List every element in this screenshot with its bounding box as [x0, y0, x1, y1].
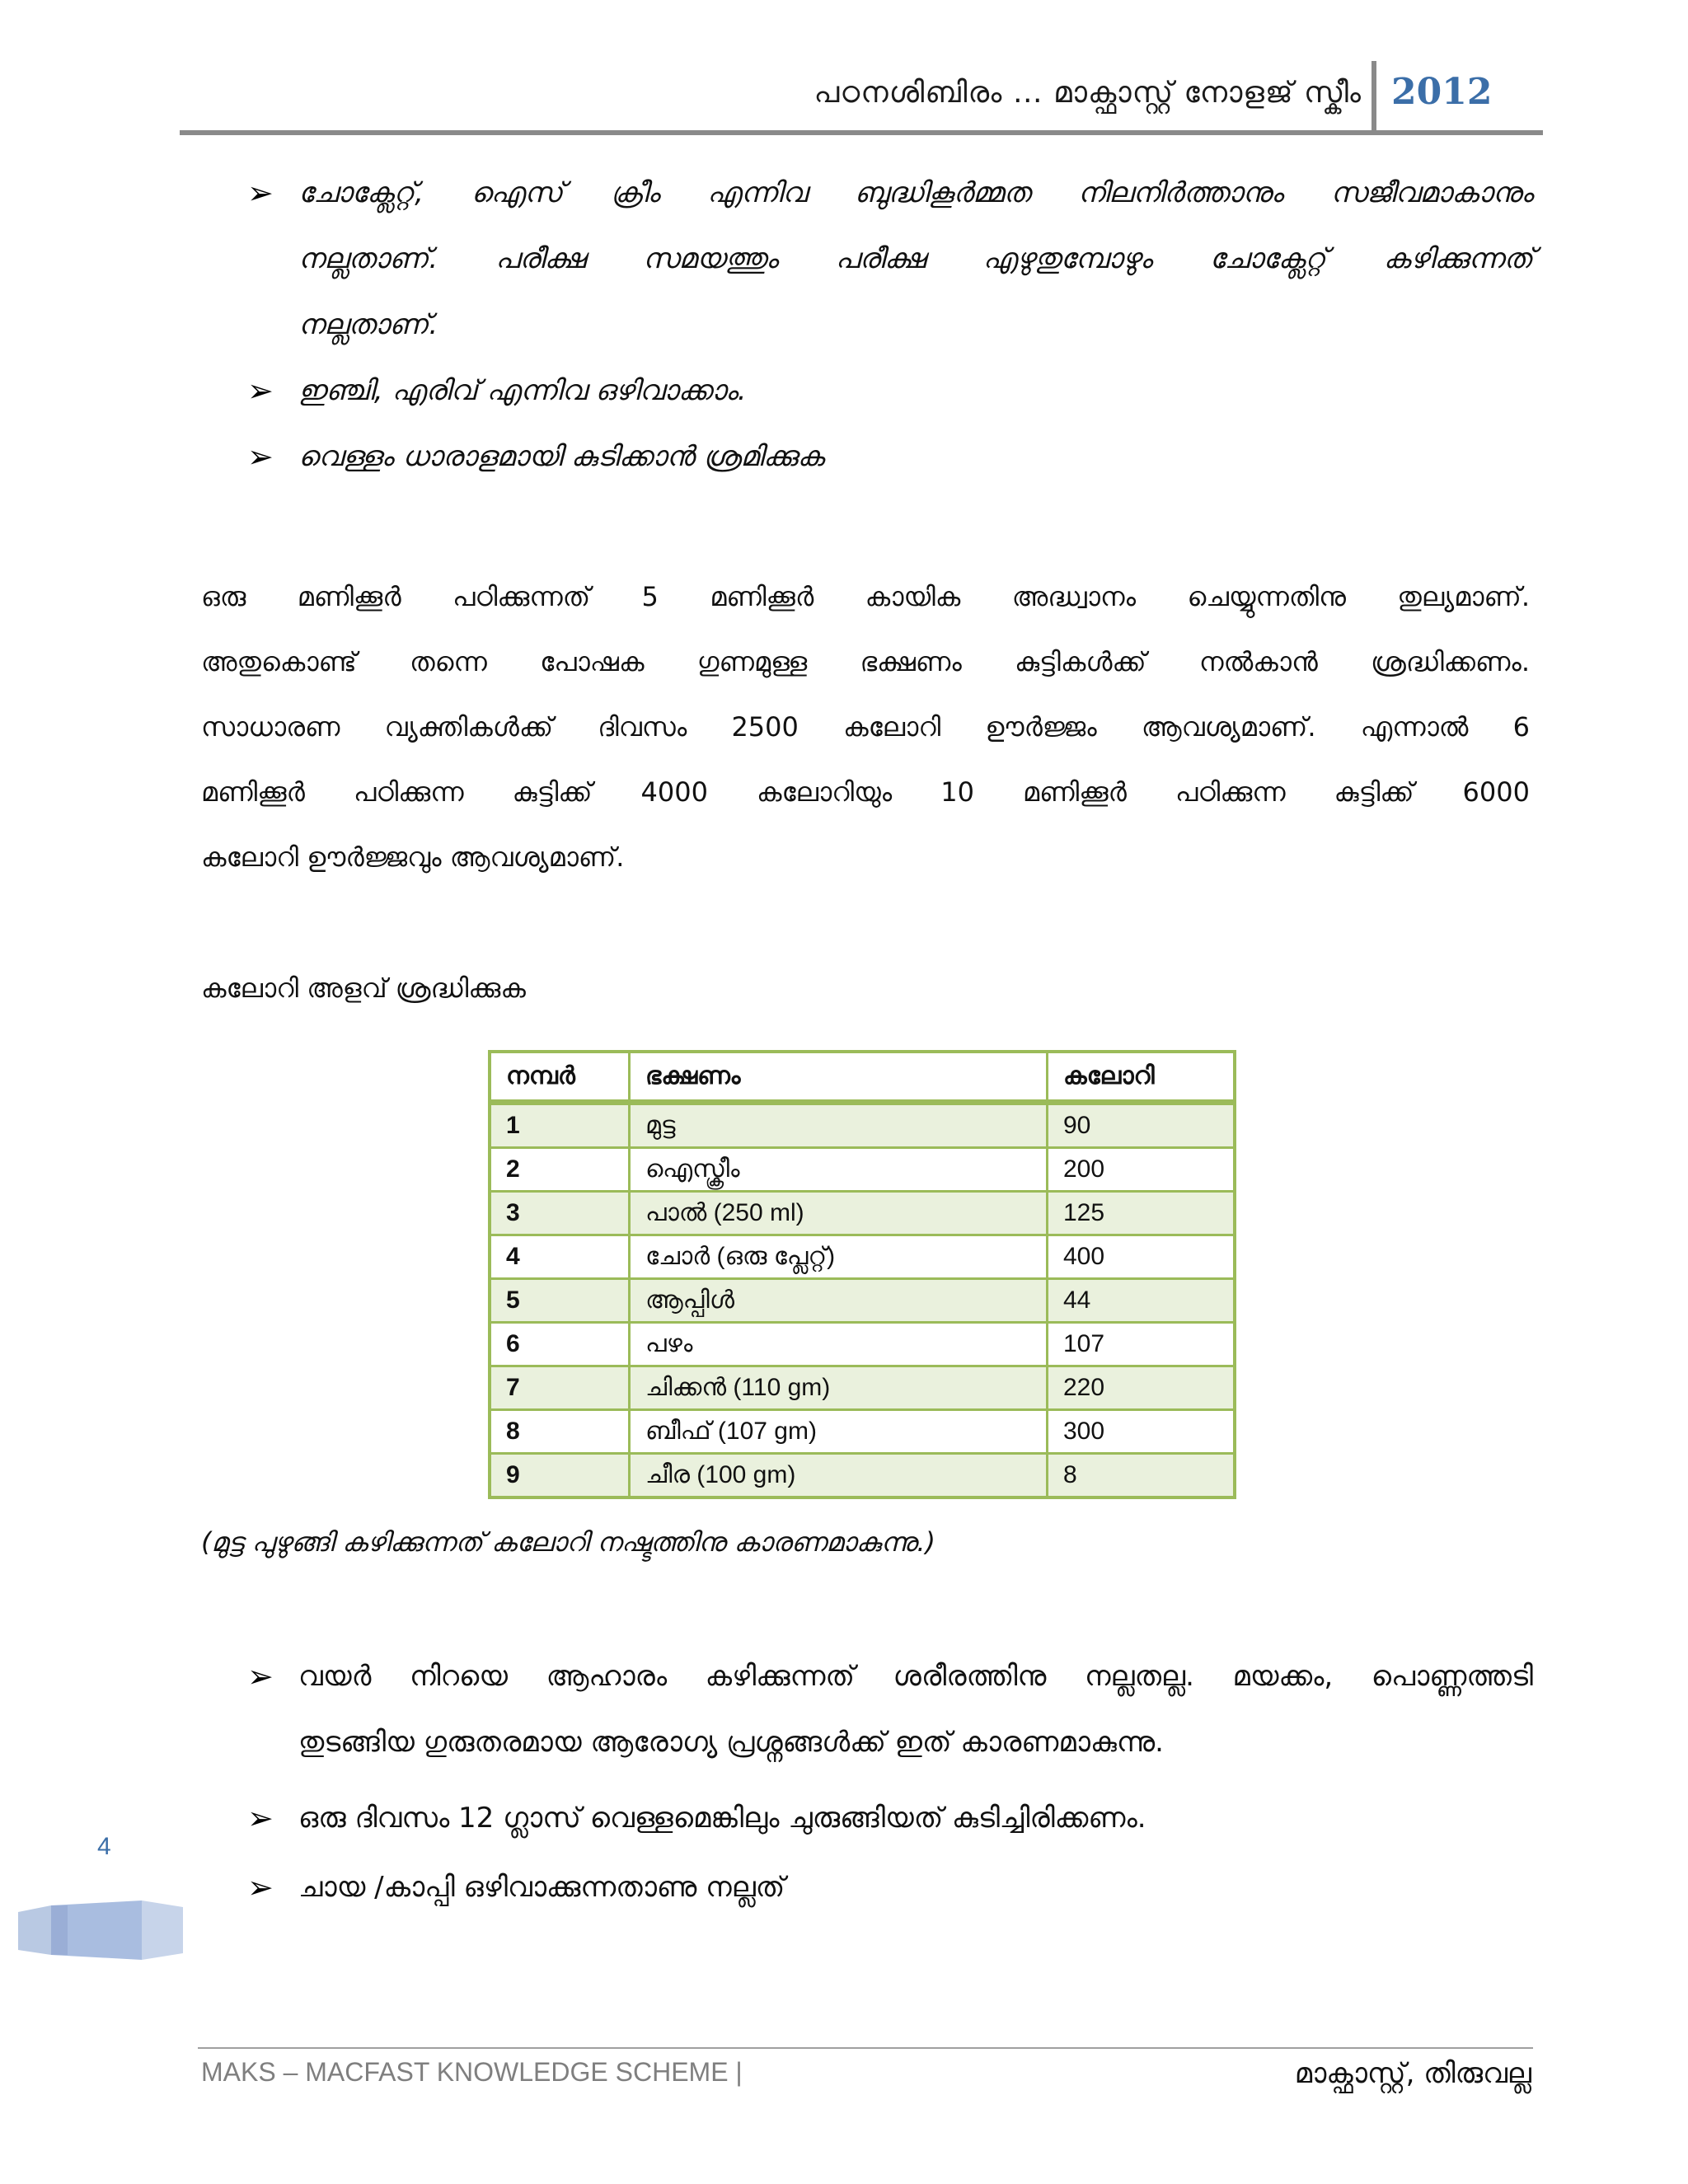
- cell-food: ബീഫ് (107 gm): [630, 1410, 1048, 1454]
- cell-calorie: 107: [1048, 1323, 1236, 1366]
- cell-number: 6: [490, 1323, 630, 1366]
- bullet-item: [247, 438, 1533, 504]
- header-food: ഭക്ഷണം: [630, 1052, 1048, 1103]
- bullet-line: ഒരു ദിവസം 12 ഗ്ലാസ് വെള്ളമെങ്കിലും ചുരുങ്ങിയത് കുടിച്ചിരിക്കണം.: [298, 1802, 1146, 1835]
- bullet-line: വെള്ളം ധാരാളമായി കുടിക്കാൻ ശ്രമിക്കുക: [298, 440, 824, 473]
- cell-food: ചീര (100 gm): [630, 1454, 1048, 1498]
- table-row: [490, 1103, 1235, 1148]
- cell-food: ആപ്പിൾ: [630, 1279, 1048, 1323]
- footer-right: മാക്ഫാസ്റ്റ്, തിരുവല്ല: [1294, 2057, 1531, 2090]
- footer-rule: [198, 2047, 1533, 2049]
- cell-number: 3: [490, 1192, 630, 1235]
- paragraph-line: സാധാരണ വ്യക്തികൾക്ക് ദിവസം 2500 കലോറി ഊർജ്ജം ആവശ്യമാണ്. എന്നാൽ 6: [201, 711, 1530, 743]
- bullet-line: ചോക്ലേറ്റ്, ഐസ് ക്രീം എന്നിവ ബുദ്ധികൂർമ്മത നിലനിർത്താനും സജീവമാകാനും: [298, 176, 1533, 209]
- footer-left: MAKS – MACFAST KNOWLEDGE SCHEME |: [201, 2057, 743, 2087]
- paragraph-line: ഒരു മണിക്കൂർ പഠിക്കുന്നത് 5 മണിക്കൂർ കായിക അദ്ധ്വാനം ചെയ്യുന്നതിനു തുല്യമാണ്.: [201, 581, 1530, 612]
- bullet-line: തുടങ്ങിയ ഗുരുതരമായ ആരോഗ്യ പ്രശ്നങ്ങൾക്ക് ഇത് കാരണമാകുന്നു.: [298, 1726, 1164, 1759]
- header-year: 2012: [1391, 71, 1493, 113]
- calorie-heading: കലോറി അളവ് ശ്രദ്ധിക്കുക: [201, 972, 526, 1004]
- arrow-bullet-icon: ➢: [247, 1658, 274, 1694]
- header-rule: [180, 130, 1543, 135]
- table-row: [490, 1366, 1235, 1410]
- table-note: (മുട്ട പുഴുങ്ങി കഴിക്കുന്നത് കലോറി നഷ്ടത്തിനു കാരണമാകുന്നു.): [201, 1526, 936, 1558]
- cell-calorie: 125: [1048, 1192, 1236, 1235]
- table-row: [490, 1279, 1235, 1323]
- table-row: [490, 1148, 1235, 1192]
- cell-food: പാൽ (250 ml): [630, 1192, 1048, 1235]
- table-row: [490, 1410, 1235, 1454]
- bullet-line: നല്ലതാണ്. പരീക്ഷ സമയത്തും പരീക്ഷ എഴുതുമ്പോഴും ചോക്ലേറ്റ് കഴിക്കുന്നത്: [298, 242, 1533, 275]
- bullet-line: വയർ നിറയെ ആഹാരം കഴിക്കുന്നത് ശരീരത്തിനു നല്ലതല്ല. മയക്കം, പൊണ്ണത്തടി: [298, 1660, 1533, 1693]
- cell-number: 9: [490, 1454, 630, 1498]
- paragraph-line: അതുകൊണ്ട് തന്നെ പോഷക ഗുണമുള്ള ഭക്ഷണം കുട്ടികൾക്ക് നൽകാൻ ശ്രദ്ധിക്കണം.: [201, 646, 1530, 677]
- cell-food: പഴം: [630, 1323, 1048, 1366]
- cell-food: ചിക്കൻ (110 gm): [630, 1366, 1048, 1410]
- table-row: [490, 1235, 1235, 1279]
- cell-calorie: 44: [1048, 1279, 1236, 1323]
- bullet-line: നല്ലതാണ്.: [298, 308, 438, 341]
- arrow-bullet-icon: ➢: [247, 373, 274, 409]
- arrow-bullet-icon: ➢: [247, 1800, 274, 1836]
- cell-number: 5: [490, 1279, 630, 1323]
- arrow-bullet-icon: ➢: [247, 438, 274, 475]
- body-paragraph: [201, 565, 1530, 890]
- cell-calorie: 300: [1048, 1410, 1236, 1454]
- bullet-item: [247, 1658, 1533, 1790]
- cell-calorie: 200: [1048, 1148, 1236, 1192]
- cell-number: 1: [490, 1103, 630, 1148]
- cell-food: മുട്ട: [630, 1103, 1048, 1148]
- cell-food: ഐസ്ക്രീം: [630, 1148, 1048, 1192]
- header-calorie: കലോറി: [1048, 1052, 1236, 1103]
- cell-calorie: 90: [1048, 1103, 1236, 1148]
- cell-food: ചോർ (ഒരു പ്ലേറ്റ്): [630, 1235, 1048, 1279]
- paragraph-line: കലോറി ഊർജ്ജവും ആവശ്യമാണ്.: [201, 841, 625, 873]
- cell-calorie: 400: [1048, 1235, 1236, 1279]
- bullet-item: [247, 175, 1533, 373]
- page-corner-decoration: [18, 1900, 183, 1960]
- bullet-line: ചായ /കാപ്പി ഒഴിവാക്കുന്നതാണു നല്ലത്: [298, 1871, 785, 1904]
- bullet-line: ഇഞ്ചി, എരിവ് എന്നിവ ഒഴിവാക്കാം.: [298, 374, 747, 407]
- page-number: 4: [97, 1833, 111, 1860]
- header-title: പഠനശിബിരം … മാക്ഫാസ്റ്റ് നോളജ് സ്കീം: [814, 76, 1362, 110]
- arrow-bullet-icon: ➢: [247, 1869, 274, 1905]
- cell-number: 4: [490, 1235, 630, 1279]
- cell-number: 8: [490, 1410, 630, 1454]
- arrow-bullet-icon: ➢: [247, 175, 274, 211]
- paragraph-line: മണിക്കൂർ പഠിക്കുന്ന കുട്ടിക്ക് 4000 കലോറിയും 10 മണിക്കൂർ പഠിക്കുന്ന കുട്ടിക്ക് 6000: [201, 776, 1530, 808]
- cell-calorie: 8: [1048, 1454, 1236, 1498]
- table-row: [490, 1323, 1235, 1366]
- header-divider: [1372, 61, 1376, 135]
- header-number: നമ്പർ: [490, 1052, 630, 1103]
- cell-calorie: 220: [1048, 1366, 1236, 1410]
- cell-number: 7: [490, 1366, 630, 1410]
- cell-number: 2: [490, 1148, 630, 1192]
- bullet-item: [247, 1869, 1533, 1935]
- table-header-row: [490, 1052, 1235, 1103]
- table-row: [490, 1454, 1235, 1498]
- calorie-table: [488, 1050, 1236, 1499]
- table-row: [490, 1192, 1235, 1235]
